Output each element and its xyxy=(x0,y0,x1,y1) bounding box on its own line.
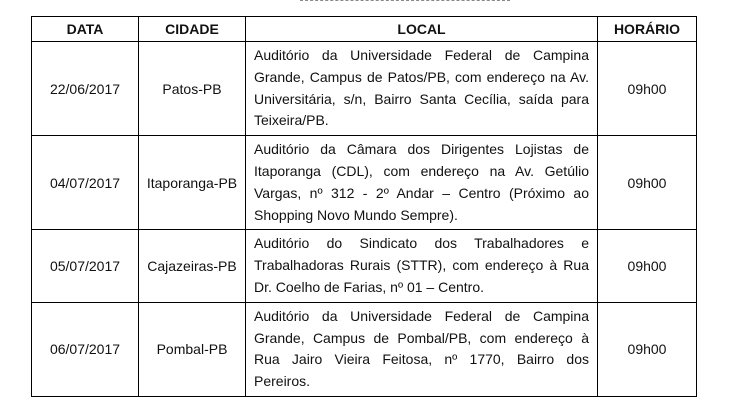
cell-date: 06/07/2017 xyxy=(32,302,139,396)
cell-local: Auditório da Câmara dos Dirigentes Lojistas de Itaporanga (CDL), com endereço na Av. Getúlio Vargas, nº 312 - 2º Andar – Centro (Próximo ao Shopping Novo Mundo Sempre). xyxy=(246,136,598,230)
header-date: DATA xyxy=(32,17,139,42)
cell-time: 09h00 xyxy=(598,302,697,396)
cell-local: Auditório da Universidade Federal de Campina Grande, Campus de Pombal/PB, com endereço à Rua Jairo Vieira Feitosa, nº 1770, Bairro dos Pereiros. xyxy=(246,302,598,396)
cell-city: Cajazeiras-PB xyxy=(139,230,246,302)
cell-city: Patos-PB xyxy=(139,42,246,136)
top-border-fragment xyxy=(300,0,510,4)
table-row xyxy=(32,302,697,396)
table-row xyxy=(32,42,697,136)
table-row xyxy=(32,136,697,230)
header-local: LOCAL xyxy=(246,17,598,42)
cell-local: Auditório da Universidade Federal de Campina Grande, Campus de Patos/PB, com endereço na Av. Universitária, s/n, Bairro Santa Cecília, saída para Teixeira/PB. xyxy=(246,42,598,136)
cell-time: 09h00 xyxy=(598,136,697,230)
cell-city: Itaporanga-PB xyxy=(139,136,246,230)
cell-date: 04/07/2017 xyxy=(32,136,139,230)
cell-date: 05/07/2017 xyxy=(32,230,139,302)
cell-date: 22/06/2017 xyxy=(32,42,139,136)
cell-time: 09h00 xyxy=(598,42,697,136)
cell-city: Pombal-PB xyxy=(139,302,246,396)
header-row xyxy=(32,17,697,42)
schedule-table xyxy=(31,16,697,397)
header-city: CIDADE xyxy=(139,17,246,42)
cell-time: 09h00 xyxy=(598,230,697,302)
cell-local: Auditório do Sindicato dos Trabalhadores e Trabalhadoras Rurais (STTR), com endereço à Rua Dr. Coelho de Farias, nº 01 – Centro. xyxy=(246,230,598,302)
table-row xyxy=(32,230,697,302)
header-time: HORÁRIO xyxy=(598,17,697,42)
